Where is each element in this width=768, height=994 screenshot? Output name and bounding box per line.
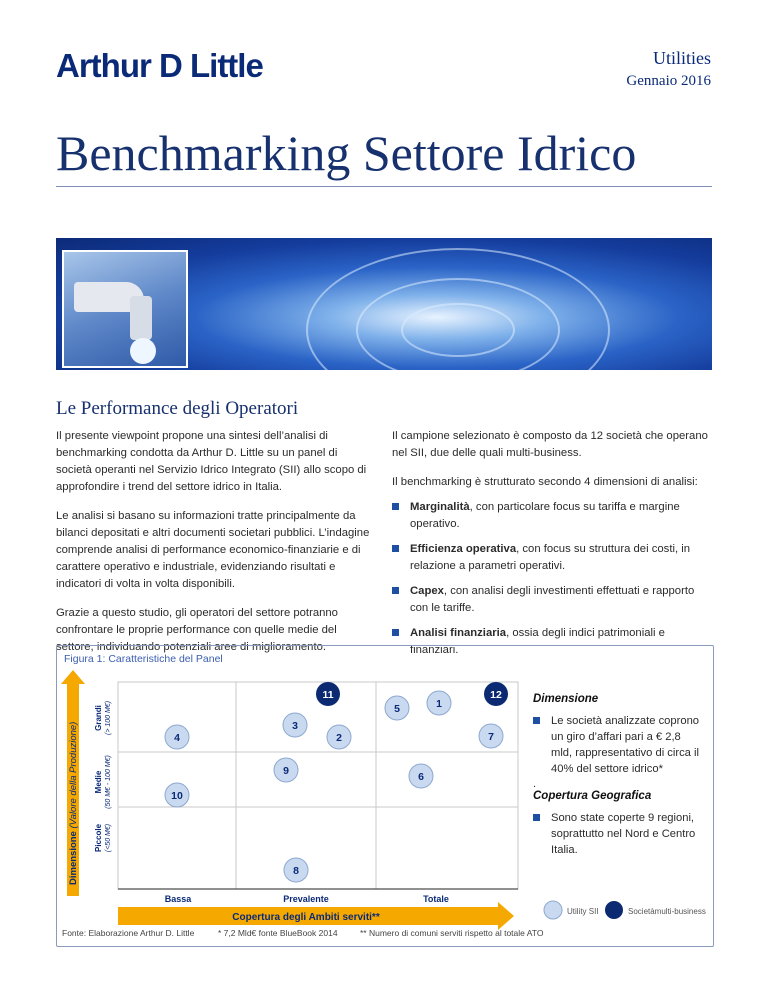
legend-swatch-multi (604, 900, 624, 920)
figure-side-notes (533, 693, 703, 858)
bullet-square-icon (392, 545, 399, 552)
paragraph: Il campione selezionato è composto da 12 società che operano nel SII, due delle quali multi-business. (392, 430, 708, 459)
bullet-bold: Efficienza operativa (410, 543, 517, 555)
bullet-text: , con focus su struttura dei costi, in relazione a parametri operativi. (410, 543, 691, 572)
row-sub-piccole: (<50 M€) (105, 823, 112, 853)
hero-water-image (56, 238, 712, 370)
figure-source: Fonte: Elaborazione Arthur D. Little (62, 928, 195, 938)
company-bubble-label: 2 (336, 732, 342, 744)
bullet-bold: Analisi finanziaria (410, 627, 507, 639)
company-bubble-label: 8 (293, 865, 299, 877)
bullet-bold: Marginalità (410, 501, 470, 513)
row-label-grandi: Grandi (94, 705, 103, 731)
legend-label-multi: Societàmulti-business (628, 907, 706, 916)
column-label-prevalente: Prevalente (283, 894, 329, 904)
company-logo: Arthur D Little (56, 47, 263, 84)
bullet-square-icon (392, 629, 399, 636)
bullet-text: , ossia degli indici patrimoniali e finanziari. (410, 627, 665, 656)
company-bubble-label: 11 (322, 689, 334, 701)
ripple-ring (401, 303, 515, 357)
side-heading-dimensione: Dimensione (533, 693, 599, 705)
faucet-photo (62, 250, 188, 368)
column-label-bassa: Bassa (164, 894, 192, 904)
bullet-bold: Capex (410, 585, 444, 597)
sector-label: Utilities (653, 48, 711, 68)
publication-date: Gennaio 2016 (626, 73, 711, 89)
side-item (533, 810, 703, 858)
left-column (56, 428, 370, 668)
company-bubble-label: 6 (418, 771, 424, 783)
bullet-text: , con analisi degli investimenti effettuati e rapporto con le tariffe. (410, 585, 695, 614)
company-bubble-label: 3 (292, 720, 298, 732)
y-axis-arrowhead (61, 670, 85, 684)
list-item (392, 583, 712, 617)
list-item (392, 499, 712, 533)
figure-title: Figura 1: Caratteristiche del Panel (64, 653, 223, 665)
bullet-square-icon (533, 814, 540, 821)
bullet-text: , con particolare focus su tariffa e margine operativo. (410, 501, 680, 530)
section-title: Le Performance degli Operatori (56, 398, 299, 419)
faucet-spout (130, 296, 152, 340)
list-item (392, 541, 712, 575)
x-axis-arrowhead (498, 902, 514, 930)
company-bubble-label: 4 (174, 732, 180, 744)
paragraph: Le analisi si basano su informazioni tratte principalmente da bilanci depositati e altri documenti societari pubblici. L’indagine comprende analisi di performance economico-finanziarie e di carattere operativo e industriale, evidenziando risultati e indicatori di volta in volta disponibili. (56, 510, 370, 590)
footnote-ato: ** Numero di comuni serviti rispetto al totale ATO (360, 928, 544, 938)
page-title: Benchmarking Settore Idrico (56, 125, 637, 181)
legend-label-utility: Utility SII (567, 907, 599, 916)
row-label-piccole: Piccole (94, 823, 103, 853)
paragraph: Il presente viewpoint propone una sintesi dell’analisi di benchmarking condotta da Arthur D. Little su un panel di società operanti nel Servizio Idrico Integrato (SII) allo scopo di approfondire i trend del settore idrico in Italia. (56, 430, 367, 493)
company-bubble-label: 1 (436, 698, 442, 710)
side-text: Le società analizzate coprono un giro d’affari pari a € 2,8 mld, rappresentativo di circa il 40% del settore idrico* (551, 715, 700, 775)
x-axis-label: Copertura degli Ambiti serviti** (232, 912, 380, 923)
paragraph: Il benchmarking è strutturato secondo 4 dimensioni di analisi: (392, 476, 698, 488)
side-item (533, 713, 703, 777)
company-bubble-label: 7 (488, 731, 494, 743)
company-bubble-label: 10 (171, 790, 183, 802)
row-sub-medie: (50 M€ - 100 M€) (105, 755, 112, 809)
bullet-square-icon (392, 587, 399, 594)
title-divider (56, 186, 712, 187)
company-bubble-label: 5 (394, 703, 400, 715)
row-sub-grandi: (> 100 M€) (105, 700, 112, 736)
bullet-square-icon (392, 503, 399, 510)
legend-swatch-utility (543, 900, 563, 920)
side-text: Sono state coperte 9 regioni, soprattutto nel Nord e Centro Italia. (551, 812, 696, 856)
water-drop-icon (130, 338, 156, 364)
side-heading-copertura: Copertura Geografica (533, 790, 652, 802)
analysis-dimensions-list (392, 499, 712, 659)
bullet-square-icon (533, 717, 540, 724)
column-label-totale: Totale (423, 894, 449, 904)
footnote-bluebook: * 7,2 Mld€ fonte BlueBook 2014 (218, 928, 338, 938)
y-axis-label: Dimensione (Valore della Produzione) (68, 721, 79, 885)
company-bubble-label: 12 (490, 689, 502, 701)
side-dot: . (533, 778, 537, 790)
company-bubble-label: 9 (283, 765, 289, 777)
company-bubbles (165, 682, 508, 882)
paragraph: Grazie a questo studio, gli operatori del settore potranno confrontare le proprie performance con quelle medie del settore, individuando potenziali aree di miglioramento. (56, 607, 338, 653)
right-column (392, 428, 712, 667)
row-label-medie: Medie (94, 770, 103, 794)
